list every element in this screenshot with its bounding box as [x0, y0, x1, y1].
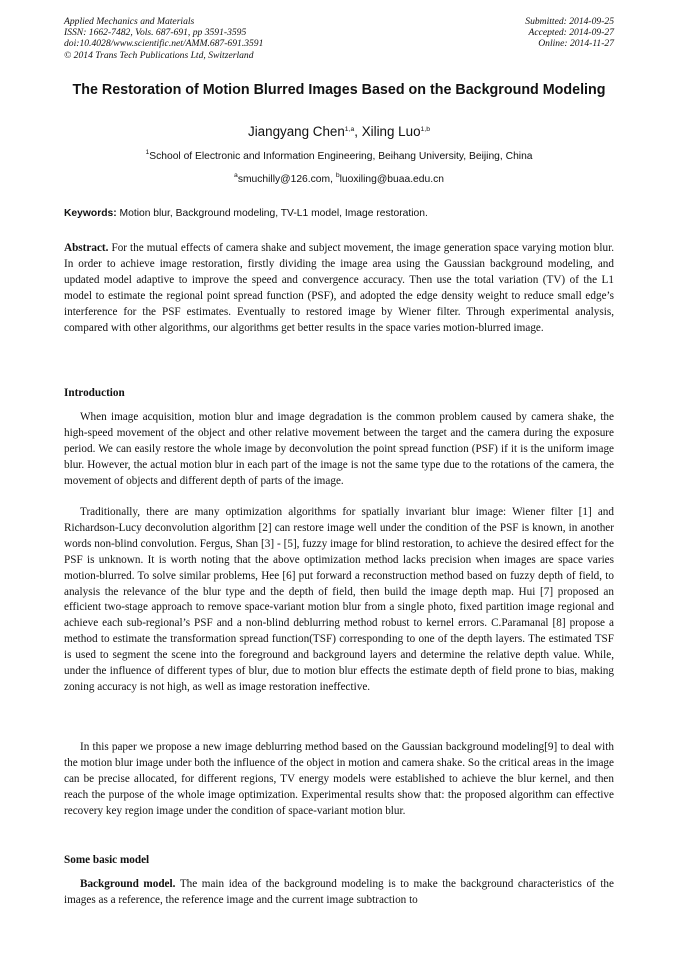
- issn-line: ISSN: 1662-7482, Vols. 687-691, pp 3591-3595: [64, 27, 247, 39]
- affiliation-superscript: 1: [145, 149, 150, 156]
- paragraph: Traditionally, there are many optimization algorithms for spatially invariant blur image: Wiener filter [1] and Richardson-Lucy deconvolution algorithm [2] can restore image well under the condition of the PSF is known, in another words non-blind convolution. Fergus, Shan [3] - [5], fuzzy image for blind restoration, to achieve the desired effect for the PSF is unknown. It is worth noting that the above optimization method lacks precision when images are space varies motion-blurred. To solve similar problems, Hee [6] put forward a reconstruction method based on fuzzy depth of field, to analysis the relevance of the blur type and the depth of field, then build the image depth map. Hui [7] proposed an efficient two-stage approach to remove space-variant motion blur from a single photo, fixed partition image regional and achieve each sub-regional’s PSF and a non-blind deblurring method robust to kernel errors. C.Paramanal [8] propose a method to estimate the transformation spread function(TSF) corresponding to one of the depth layers. The estimated TSF is used to segment the scene into the foreground and background layers and determine the relative depth value. While, under the influence of different types of blur, due to motion blur effects the estimate depth of field prone to bias, making zoning accuracy is not high, as well as image restoration ineffective.: [64, 506, 614, 693]
- paragraph: In this paper we propose a new image deblurring method based on the Gaussian background modeling[9] to deal with the motion blur image under both the influence of the object in motion and camera shake. So the critical areas in the image can be precise allocated, for different regions, TV energy models were established to achieve the blur kernel, and then reach the purpose of the whole image optimization. Experimental results show that: the proposed algorithm can effective recovery key region image under the condition of space-variant motion blur.: [64, 741, 614, 817]
- author-list: [64, 124, 614, 140]
- online-date: Online: 2014-11-27: [538, 38, 614, 50]
- accepted-date: Accepted: 2014-09-27: [528, 27, 614, 39]
- paper-title: The Restoration of Motion Blurred Images Based on the Background Modeling: [72, 82, 606, 98]
- subsection-runin: Background model.: [80, 878, 176, 890]
- paragraph-text: The main idea of the background modeling is to make the background characteristics of the images as a reference, the reference image and the current image subtraction to: [64, 878, 614, 906]
- paragraph: [64, 877, 614, 909]
- abstract-label: Abstract.: [64, 242, 109, 254]
- email-superscript: b: [335, 172, 340, 179]
- email-superscript: a: [234, 172, 238, 179]
- copyright-line: © 2014 Trans Tech Publications Ltd, Switzerland: [64, 49, 254, 61]
- keywords: [64, 207, 614, 220]
- doi-line: doi:10.4028/www.scientific.net/AMM.687-691.3591: [64, 38, 264, 50]
- email-separator: ,: [330, 174, 336, 185]
- journal-info: [64, 16, 263, 61]
- submitted-date: Submitted: 2014-09-25: [525, 16, 614, 27]
- author-separator: ,: [354, 124, 362, 139]
- author-superscript: 1,b: [420, 126, 430, 133]
- abstract: [64, 241, 614, 336]
- abstract-text: For the mutual effects of camera shake and subject movement, the image generation space varying motion blur. In order to achieve image restoration, firstly dividing the image area using the Gaussian background modeling, and updated model adaptive to improve the speed and convergence accuracy. Then use the total variation (TV) of the L1 model to estimate the regional point spread function (PSF), and adopted the edge density weight to reduce small edge’s interference for the PSF estimates. Eventually to restored image by Wiener filter. Through experimental analysis, compared with other algorithms, our algorithms get better results in the space varies motion-blurred image.: [64, 242, 615, 334]
- email-address: luoxiling@buaa.edu.cn: [339, 174, 444, 185]
- affiliation-text: School of Electronic and Information Engineering, Beihang University, Beijing, China: [149, 151, 533, 162]
- email-address: smuchilly@126.com: [237, 174, 331, 185]
- section-heading-basic-model: Some basic model: [64, 854, 150, 866]
- author-superscript: 1,a: [344, 126, 355, 133]
- affiliation: [64, 150, 614, 163]
- section-heading-introduction: Introduction: [64, 387, 125, 399]
- keywords-label: Keywords:: [64, 208, 117, 219]
- author-emails: [64, 173, 614, 186]
- author-name: Jiangyang Chen: [248, 124, 345, 139]
- paragraph: When image acquisition, motion blur and image degradation is the common problem caused by camera shake, the high-speed movement of the object and other relative movement between the target and the camera during the exposure period. We can easily restore the whole image by deconvolution the point spread function (PSF) if it is the uniform image blur. However, the actual motion blur in each part of the image is not the same type due to the rotations of the camera, the movement of objects and different depth of parts of the image.: [64, 411, 614, 487]
- keywords-text: Motion blur, Background modeling, TV-L1 model, Image restoration.: [119, 208, 428, 219]
- journal-name: Applied Mechanics and Materials: [64, 16, 195, 27]
- submission-dates: [525, 16, 614, 50]
- author-name: Xiling Luo: [361, 124, 421, 139]
